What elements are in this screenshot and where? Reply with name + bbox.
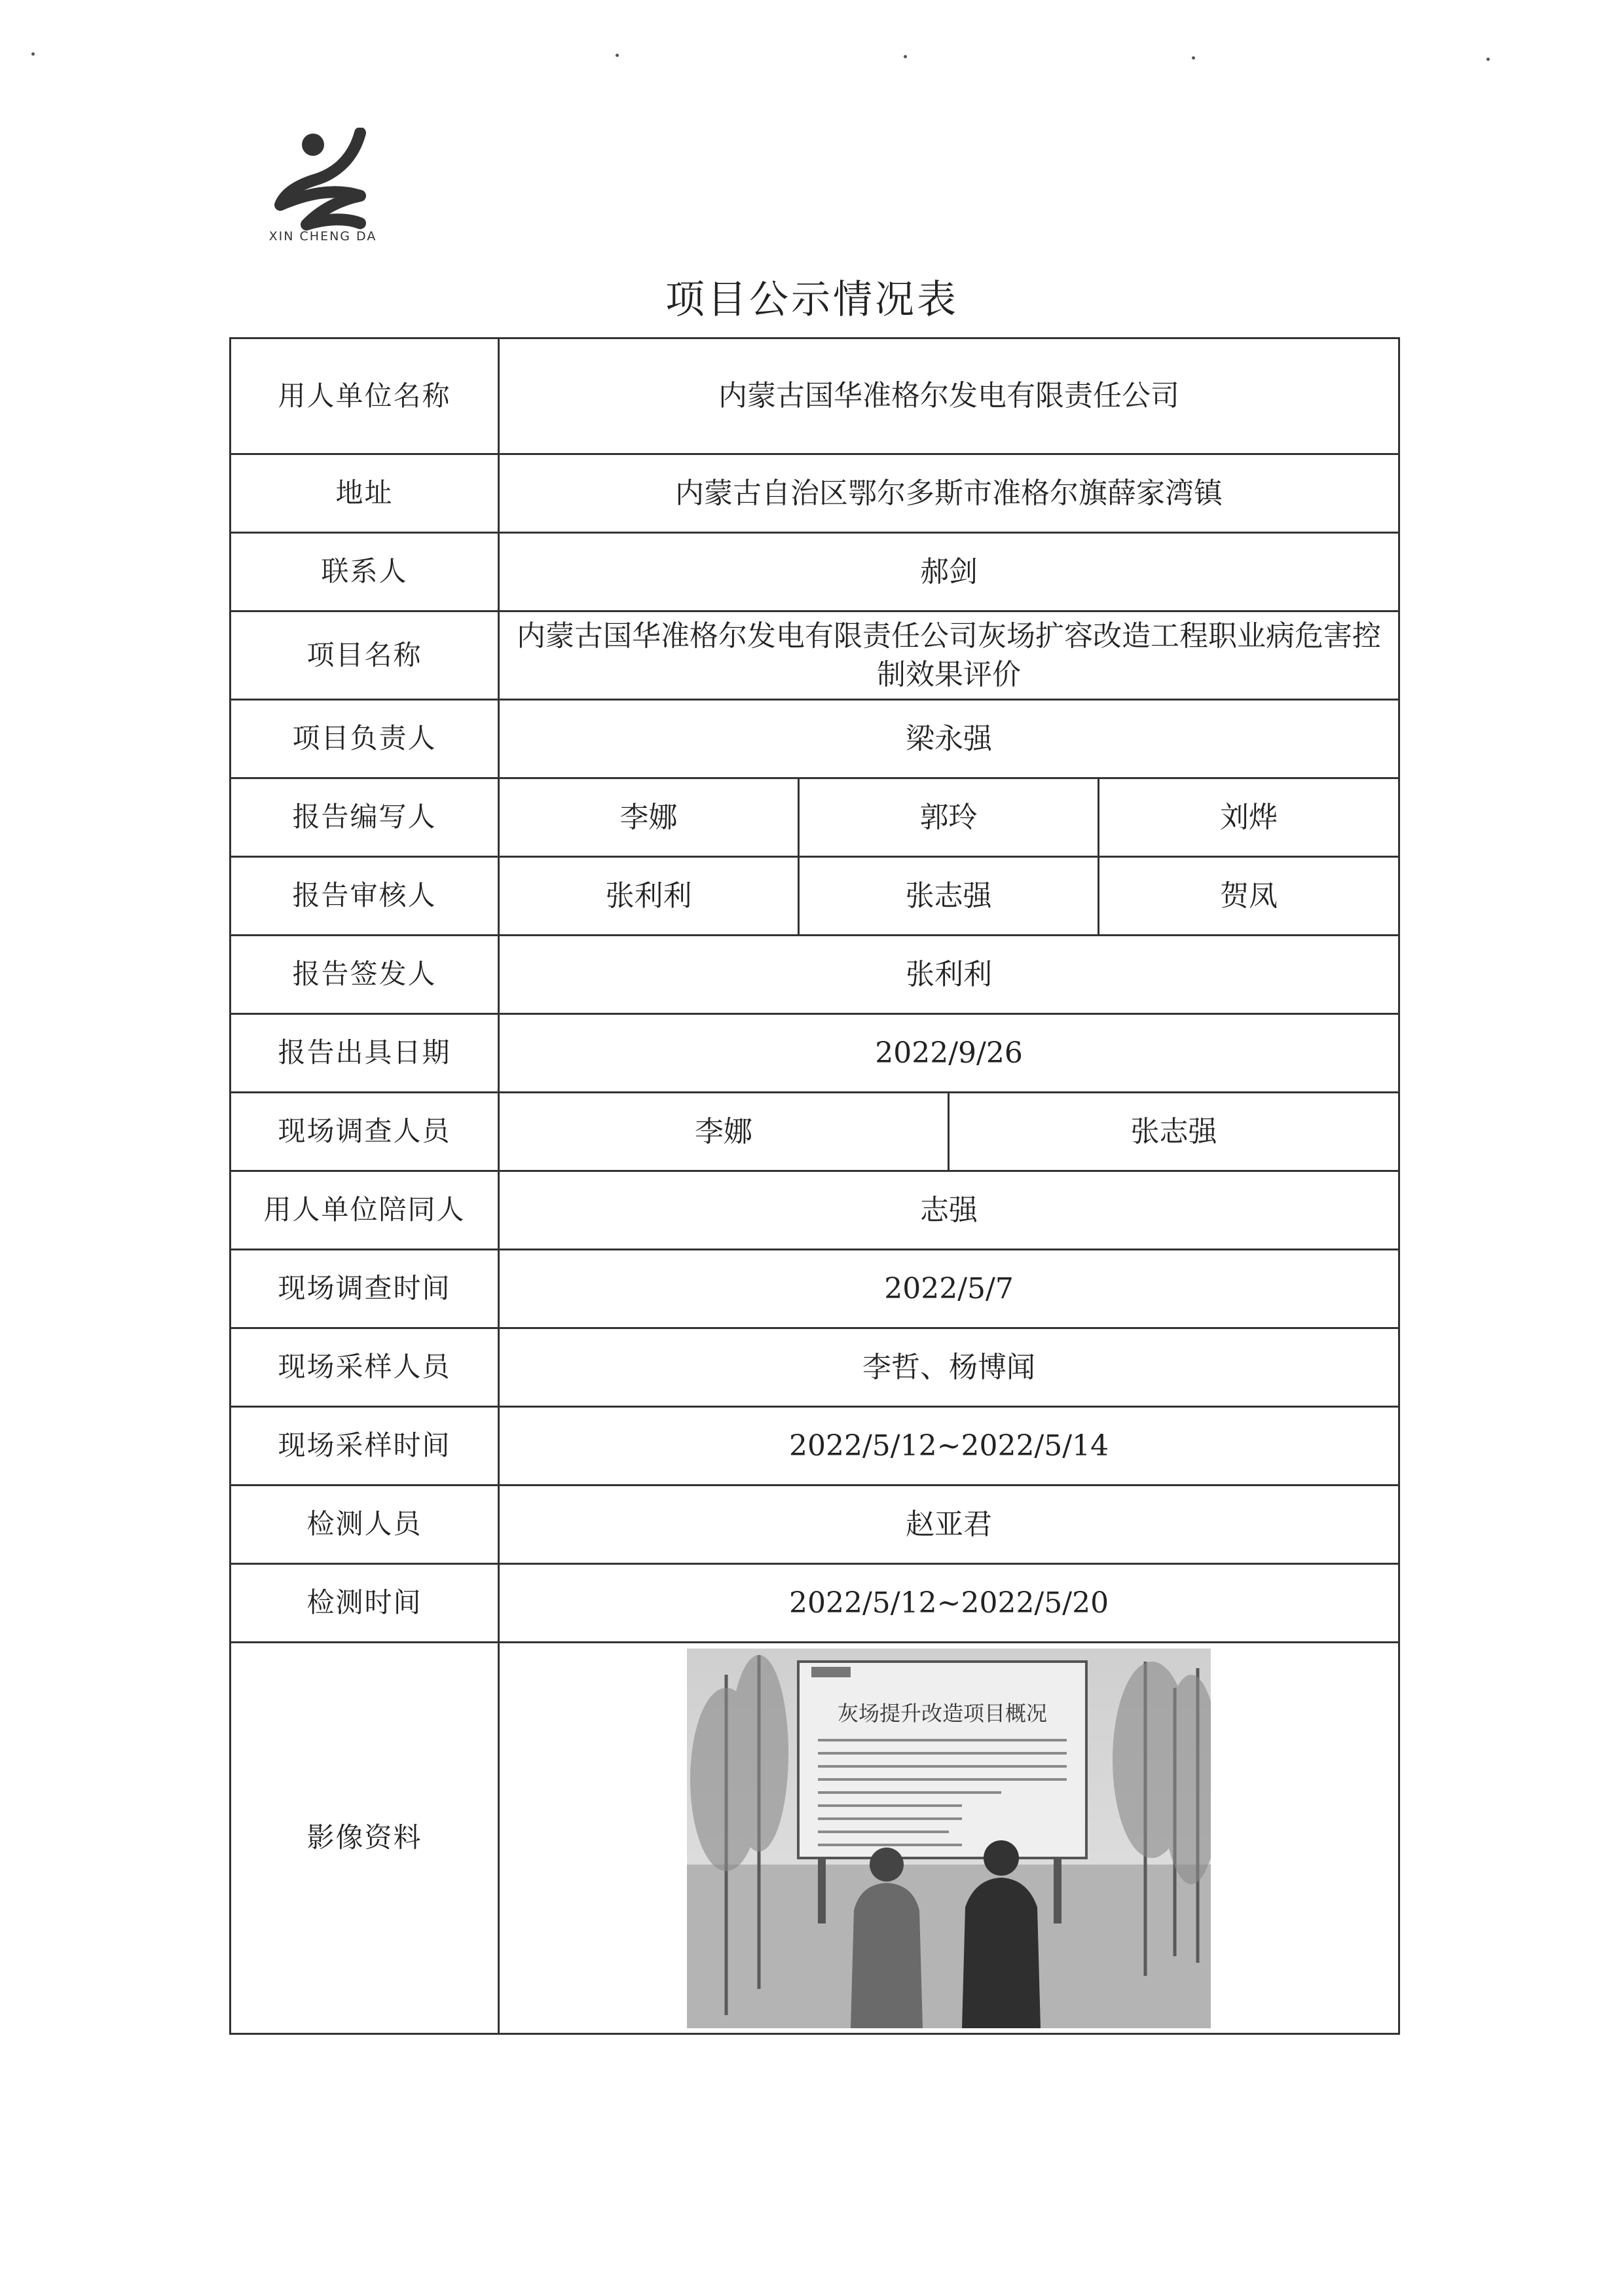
testing-time-value: 2022/5/12~2022/5/20: [499, 1564, 1399, 1643]
page-title: 项目公示情况表: [665, 277, 959, 323]
table-row: [231, 1014, 1399, 1093]
address-value: 内蒙古自治区鄂尔多斯市准格尔旗薛家湾镇: [499, 454, 1399, 533]
contact-value: 郝剑: [499, 533, 1399, 611]
table-row: [231, 1643, 1399, 2034]
site-samplers-value: 李哲、杨博闻: [499, 1328, 1399, 1407]
employer-name-label: 用人单位名称: [231, 338, 499, 454]
info-board: [798, 1662, 1086, 1858]
site-investigation-time-value: 2022/5/7: [499, 1250, 1399, 1328]
report-writers-label: 报告编写人: [231, 778, 499, 857]
report-reviewer-3: 贺凤: [1099, 857, 1399, 936]
sign-title: 灰场提升改造项目概况: [838, 1700, 1048, 1726]
testers-label: 检测人员: [231, 1485, 499, 1564]
site-sampling-time-label: 现场采样时间: [231, 1407, 499, 1485]
scan-dot: [31, 52, 35, 56]
logo-text: XIN CHENG DA: [268, 229, 377, 244]
table-row: [231, 533, 1399, 611]
table-row: [231, 1564, 1399, 1643]
project-leader-value: 梁永强: [499, 700, 1399, 778]
employer-escort-value: 志强: [499, 1171, 1399, 1250]
report-reviewer-2: 张志强: [799, 857, 1099, 936]
table-row: [231, 1407, 1399, 1485]
scan-dot: [904, 55, 907, 58]
site-investigator-2: 张志强: [949, 1093, 1399, 1171]
project-name-label: 项目名称: [231, 611, 499, 700]
report-writer-3: 刘烨: [1099, 778, 1399, 857]
report-issuer-value: 张利利: [499, 936, 1399, 1014]
scan-dot: [616, 54, 619, 57]
site-photo: [687, 1649, 1211, 2028]
scan-dot: [1192, 56, 1195, 60]
table-row: [231, 1250, 1399, 1328]
site-photo-cell: [499, 1643, 1399, 2034]
site-sampling-time-value: 2022/5/12~2022/5/14: [499, 1407, 1399, 1485]
site-investigator-1: 李娜: [499, 1093, 949, 1171]
site-samplers-label: 现场采样人员: [231, 1328, 499, 1407]
report-writer-1: 李娜: [499, 778, 799, 857]
table-row: [231, 1328, 1399, 1407]
employer-name-value: 内蒙古国华准格尔发电有限责任公司: [499, 338, 1399, 454]
employer-escort-label: 用人单位陪同人: [231, 1171, 499, 1250]
report-issuer-label: 报告签发人: [231, 936, 499, 1014]
table-row: [231, 1485, 1399, 1564]
report-writer-2: 郭玲: [799, 778, 1099, 857]
table-row: [231, 454, 1399, 533]
table-row: [231, 1171, 1399, 1250]
testing-time-label: 检测时间: [231, 1564, 499, 1643]
table-row: [231, 1093, 1399, 1171]
report-date-label: 报告出具日期: [231, 1014, 499, 1093]
report-reviewer-1: 张利利: [499, 857, 799, 936]
project-name-value: 内蒙古国华准格尔发电有限责任公司灰场扩容改造工程职业病危害控制效果评价: [499, 611, 1399, 700]
report-date-value: 2022/9/26: [499, 1014, 1399, 1093]
report-reviewers-label: 报告审核人: [231, 857, 499, 936]
site-investigators-label: 现场调查人员: [231, 1093, 499, 1171]
contact-label: 联系人: [231, 533, 499, 611]
site-investigation-time-label: 现场调查时间: [231, 1250, 499, 1328]
table-row: [231, 338, 1399, 454]
address-label: 地址: [231, 454, 499, 533]
scan-dot: [1486, 58, 1490, 61]
table-row: [231, 936, 1399, 1014]
table-row: [231, 611, 1399, 700]
table-row: [231, 778, 1399, 857]
project-info-table: [229, 337, 1400, 2035]
table-row: [231, 857, 1399, 936]
project-leader-label: 项目负责人: [231, 700, 499, 778]
testers-value: 赵亚君: [499, 1485, 1399, 1564]
images-label: 影像资料: [231, 1643, 499, 2034]
table-row: [231, 700, 1399, 778]
